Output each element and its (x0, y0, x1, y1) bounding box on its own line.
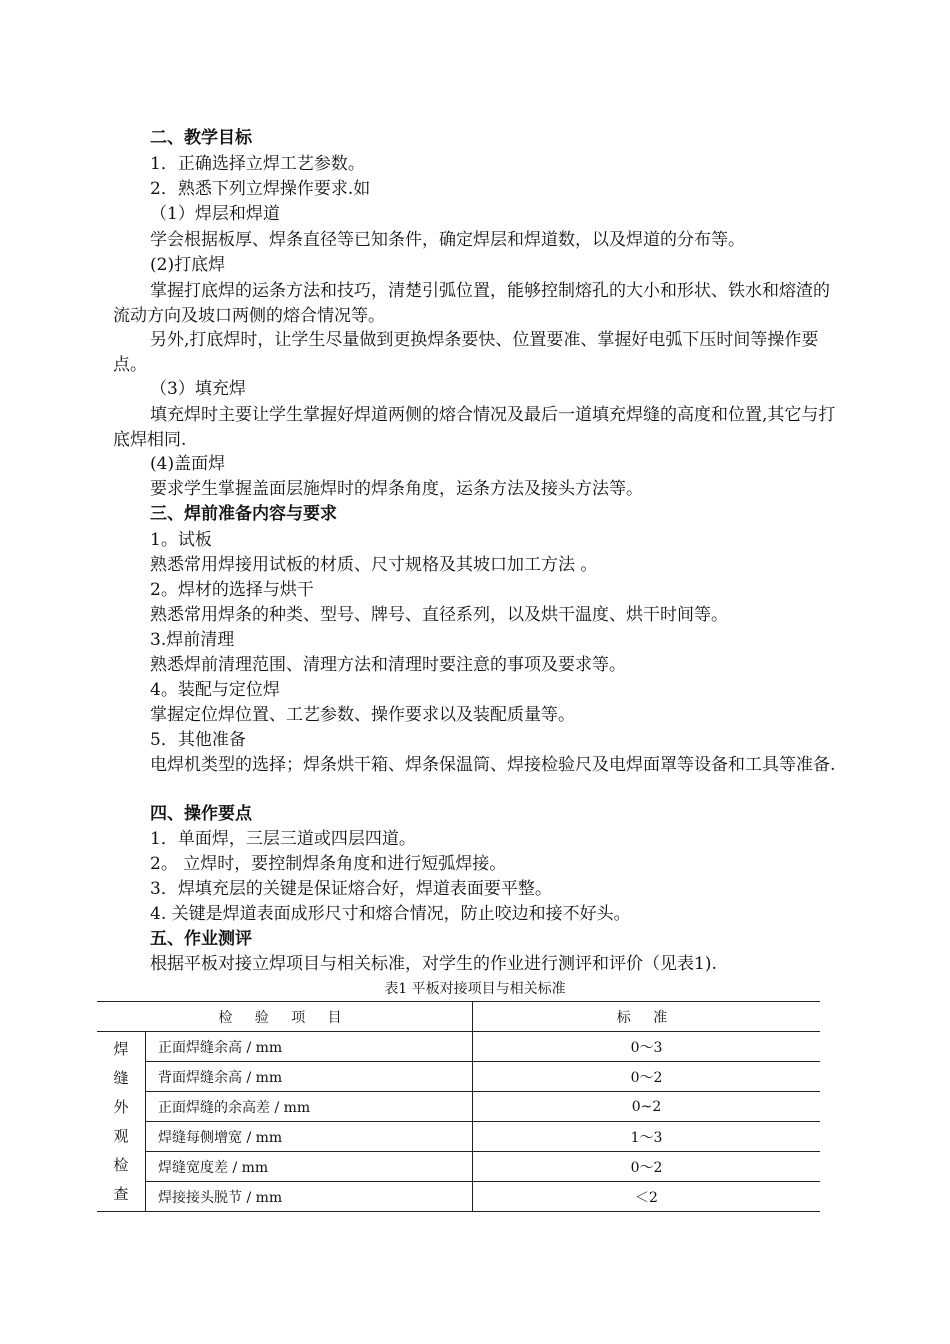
cell-item: 正面焊缝的余高差 / mm (146, 1092, 473, 1122)
cell-standard: 0～3 (473, 1032, 821, 1062)
paragraph: 电焊机类型的选择；焊条烘干箱、焊条保温筒、焊接检验尺及电焊面罩等设备和工具等准备. (150, 755, 836, 775)
section-heading: 五、作业测评 (150, 929, 252, 949)
cell-item: 焊接接头脱节 / mm (146, 1182, 473, 1212)
table-row (97, 1062, 820, 1092)
paragraph: 另外,打底焊时，让学生尽量做到更换焊条要快、位置要准、掌握好电弧下压时间等操作要点。 (113, 330, 819, 375)
list-item: 3.焊前清理 (150, 630, 235, 650)
table-row (97, 1122, 820, 1152)
table-row (97, 1152, 820, 1182)
list-item: 4. 关键是焊道表面成形尺寸和熔合情况，防止咬边和接不好头。 (150, 904, 631, 924)
paragraph: 掌握打底焊的运条方法和技巧，清楚引弧位置，能够控制熔孔的大小和形状、铁水和熔渣的流动方向及坡口两侧的熔合情况等。 (113, 281, 830, 326)
cell-standard: 1～3 (473, 1122, 821, 1152)
subsection-title: (2)打底焊 (150, 255, 226, 275)
cell-standard: ＜2 (473, 1182, 821, 1212)
table-row (97, 1032, 820, 1062)
list-item: 5．其他准备 (150, 730, 246, 750)
list-item: 2。 立焊时，要控制焊条角度和进行短弧焊接。 (150, 854, 507, 874)
standards-table (97, 1001, 820, 1212)
table-row (97, 1092, 820, 1122)
cell-item: 焊缝宽度差 / mm (146, 1152, 473, 1182)
cell-item: 焊缝每侧增宽 / mm (146, 1122, 473, 1152)
subsection-title: （3）填充焊 (150, 379, 246, 399)
subsection-title: (4)盖面焊 (150, 454, 226, 474)
list-item: 4。装配与定位焊 (150, 680, 280, 700)
list-item: 2。焊材的选择与烘干 (150, 580, 314, 600)
list-item: 1。试板 (150, 530, 212, 550)
paragraph: 熟悉常用焊接用试板的材质、尺寸规格及其坡口加工方法 。 (150, 555, 598, 575)
group-char: 缝 (113, 1068, 129, 1087)
list-item: 2．熟悉下列立焊操作要求.如 (150, 179, 371, 199)
paragraph: 学会根据板厚、焊条直径等已知条件，确定焊层和焊道数，以及焊道的分布等。 (150, 230, 745, 250)
group-char: 观 (113, 1126, 129, 1145)
section-heading: 二、教学目标 (150, 128, 252, 148)
cell-standard: 0～2 (473, 1152, 821, 1182)
cell-standard: 0~2 (473, 1092, 821, 1122)
cell-standard: 0～2 (473, 1062, 821, 1092)
paragraph: 根据平板对接立焊项目与相关标准，对学生的作业进行测评和评价（见表1). (150, 954, 717, 974)
subsection-title: （1）焊层和焊道 (150, 204, 280, 224)
section-heading: 三、焊前准备内容与要求 (150, 504, 337, 524)
group-char: 焊 (113, 1039, 129, 1058)
list-item: 1．正确选择立焊工艺参数。 (150, 154, 365, 174)
list-item: 1．单面焊，三层三道或四层四道。 (150, 829, 416, 849)
group-label (97, 1032, 146, 1212)
cell-item: 背面焊缝余高 / mm (146, 1062, 473, 1092)
section-heading: 四、操作要点 (150, 804, 252, 824)
table-caption: 表1 平板对接项目与相关标准 (384, 981, 566, 997)
list-item: 3．焊填充层的关键是保证熔合好，焊道表面要平整。 (150, 879, 552, 899)
paragraph: 填充焊时主要让学生掌握好焊道两侧的熔合情况及最后一道填充焊缝的高度和位置,其它与打底焊相同. (113, 405, 836, 450)
header-item: 检 验 项 目 (97, 1002, 473, 1032)
paragraph: 熟悉焊前清理范围、清理方法和清理时要注意的事项及要求等。 (150, 655, 626, 675)
paragraph: 熟悉常用焊条的种类、型号、牌号、直径系列，以及烘干温度、烘干时间等。 (150, 605, 728, 625)
group-char: 外 (113, 1097, 129, 1116)
header-standard: 标 准 (473, 1002, 821, 1032)
group-char: 查 (113, 1184, 129, 1203)
table-header-row (97, 1002, 820, 1032)
cell-item: 正面焊缝余高 / mm (146, 1032, 473, 1062)
paragraph: 掌握定位焊位置、工艺参数、操作要求以及装配质量等。 (150, 705, 575, 725)
paragraph: 要求学生掌握盖面层施焊时的焊条角度，运条方法及接头方法等。 (150, 479, 643, 499)
table-row (97, 1182, 820, 1212)
group-char: 检 (113, 1155, 129, 1174)
